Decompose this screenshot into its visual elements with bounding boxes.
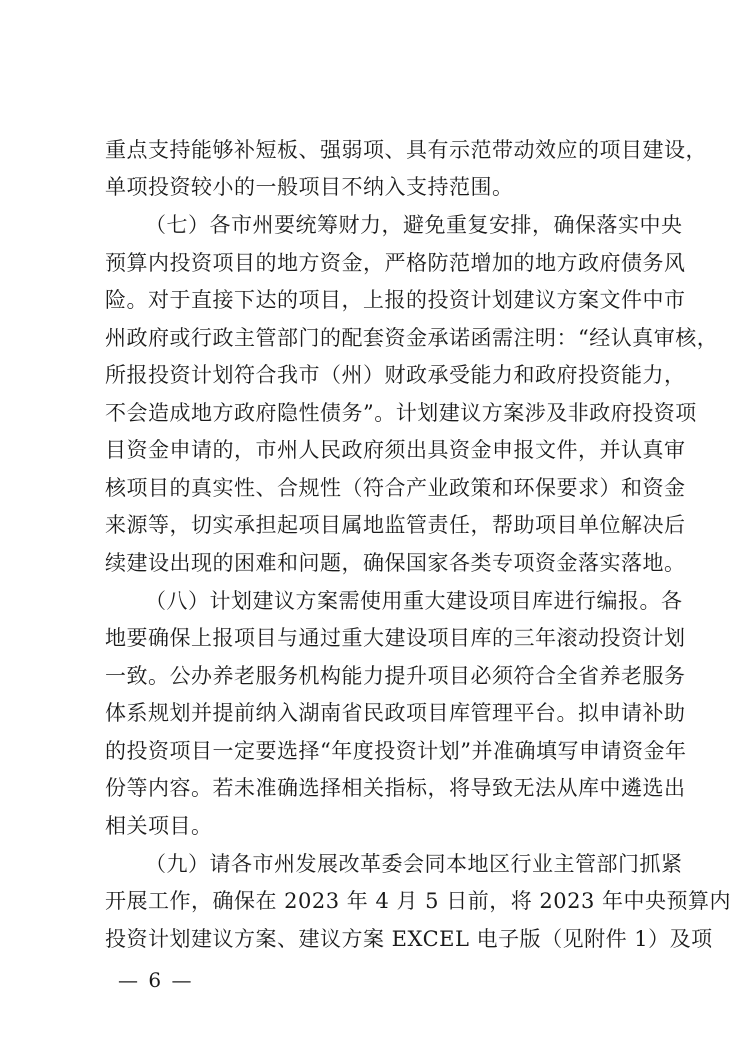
text-line-21: 开展工作，确保在 2023 年 4 月 5 日前，将 2023 年中央预算内 [105,889,732,913]
text-line-16: 体系规划并提前纳入湖南省民政项目库管理平台。拟申请补助 [105,701,686,725]
text-line-17: 的投资项目一定要选择“年度投资计划”并准确填写申请资金年 [105,739,687,763]
paragraph-9-start: （九）请各市州发展改革委会同本地区行业主管部门抓紧 [145,852,683,876]
text-line-6: 州政府或行政主管部门的配套资金承诺函需注明：“经认真审核， [105,326,719,350]
text-line-22: 投资计划建议方案、建议方案 EXCEL 电子版（见附件 1）及项 [105,927,713,951]
text-line-7: 所报投资计划符合我市（州）财政承受能力和政府投资能力， [105,363,686,387]
paragraph-7-start: （七）各市州要统筹财力，避免重复安排，确保落实中央 [145,213,683,237]
text-line-8: 不会造成地方政府隐性债务”。计划建议方案涉及非政府投资项 [105,401,697,425]
text-line-15: 一致。公办养老服务机构能力提升项目必须符合全省养老服务 [105,664,686,688]
text-line-18: 份等内容。若未准确选择相关指标，将导致无法从库中遴选出 [105,776,686,800]
text-line-10: 核项目的真实性、合规性（符合产业政策和环保要求）和资金 [105,476,686,500]
text-line-12: 续建设出现的困难和问题，确保国家各类专项资金落实落地。 [105,551,686,575]
text-line-5: 险。对于直接下达的项目，上报的投资计划建议方案文件中市 [105,288,686,312]
text-line-14: 地要确保上报项目与通过重大建设项目库的三年滚动投资计划 [105,626,686,650]
page-number: — 6 — [118,968,194,992]
text-line-11: 来源等，切实承担起项目属地监管责任，帮助项目单位解决后 [105,513,686,537]
text-line-19: 相关项目。 [105,814,213,838]
text-line-1: 重点支持能够补短板、强弱项、具有示范带动效应的项目建设， [105,138,707,162]
paragraph-8-start: （八）计划建议方案需使用重大建设项目库进行编报。各 [145,589,683,613]
text-line-9: 目资金申请的，市州人民政府须出具资金申报文件，并认真审 [105,438,686,462]
text-line-4: 预算内投资项目的地方资金，严格防范增加的地方政府债务风 [105,251,686,275]
text-line-2: 单项投资较小的一般项目不纳入支持范围。 [105,175,514,199]
